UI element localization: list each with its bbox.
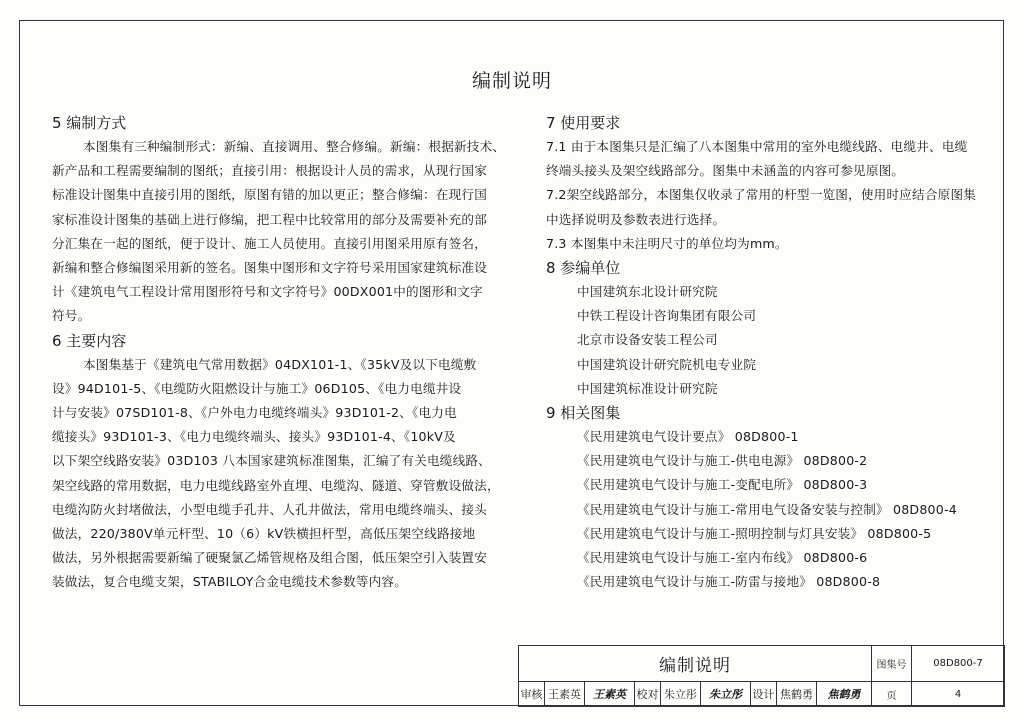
right-column [546, 111, 984, 594]
text-line: 家标准设计图集的基础上进行修编，把工程中比较常用的部分及需要补充的部 [52, 211, 487, 227]
reviewer-signature: 王素英 [585, 682, 635, 707]
title-block-title: 编制说明 [519, 646, 872, 682]
checker-signature: 朱立彤 [701, 682, 751, 707]
list-item: 中国建筑东北设计研究院 [577, 284, 718, 300]
section-7-heading: 7 使用要求 [546, 114, 621, 132]
designer-name: 焦鹤勇 [777, 682, 817, 707]
text-line: 设》94D101-5、《电缆防火阻燃设计与施工》06D105、《电力电缆井设 [52, 380, 462, 396]
list-item: 中铁工程设计咨询集团有限公司 [577, 308, 757, 324]
text-line: 7.1 由于本图集只是汇编了八本图集中常用的室外电缆线路、电缆井、电缆 [546, 139, 968, 154]
list-item: 《民用建筑电气设计与施工-供电电源》 08D800-2 [577, 453, 868, 469]
page-title: 编制说明 [471, 70, 552, 92]
text-line: 电缆沟防火封堵做法，小型电缆手孔井、人孔井做法，常用电缆终端头、接头 [52, 501, 487, 517]
section-8-heading: 8 参编单位 [546, 259, 621, 278]
text-line: 计与安装》07SD101-8、《户外电力电缆终端头》93D101-2、《电力电 [52, 405, 457, 421]
reviewer-name: 王素英 [545, 682, 585, 707]
text-line: 标准设计图集中直接引用的图纸，原图有错的加以更正；整合修编：在现行国 [52, 187, 487, 203]
page-number: 4 [912, 682, 1005, 707]
section-5-heading: 5 编制方式 [52, 114, 127, 132]
text-line: 新编和整合修编图采用新的签名。图集中图形和文字符号采用国家建筑标准设 [52, 260, 487, 276]
text-line: 新产品和工程需要编制的图纸；直接引用：根据设计人员的需求，从现行国家 [52, 163, 487, 179]
text-line: 做法，220/380V单元杆型、10（6）kV铁横担杆型，高低压架空线路接地 [52, 526, 476, 542]
text-line: 缆接头》93D101-3、《电力电缆终端头、接头》93D101-4、《10kV及 [52, 429, 456, 445]
list-item: 《民用建筑电气设计要点》 08D800-1 [577, 429, 799, 445]
text-line: 分汇集在一起的图纸，便于设计、施工人员使用。直接引用图采用原有签名， [52, 235, 487, 251]
section-9-heading: 9 相关图集 [546, 404, 621, 423]
text-line: 装做法，复合电缆支架，STABILOY合金电缆技术参数等内容。 [52, 574, 408, 590]
text-line: 中选择说明及参数表进行选择。 [546, 211, 726, 227]
list-item: 《民用建筑电气设计与施工-变配电所》 08D800-3 [577, 477, 868, 493]
section-6-heading: 6 主要内容 [52, 331, 127, 350]
list-item: 《民用建筑电气设计与施工-常用电气设备安装与控制》 08D800-4 [577, 501, 957, 517]
review-label: 审核 [519, 682, 545, 707]
text-line: 符号。 [52, 308, 91, 324]
text-line: 终端头接头及架空线路部分。图集中未涵盖的内容可参见原图。 [546, 163, 905, 179]
text-line: 架空线路的常用数据，电力电缆线路室外直埋、电缆沟、隧道、穿管敷设做法， [52, 477, 500, 493]
text-line: 本图集基于《建筑电气常用数据》04DX101-1、《35kV及以下电缆敷 [83, 356, 477, 372]
check-label: 校对 [635, 682, 661, 707]
list-item: 《民用建筑电气设计与施工-室内布线》 08D800-6 [577, 550, 868, 566]
atlas-number: 08D800-7 [912, 646, 1005, 682]
section-9-list [546, 425, 984, 594]
section-8-list [546, 280, 984, 401]
text-line: 7.2架空线路部分，本图集仅收录了常用的杆型一览图，使用时应结合原图集 [546, 187, 977, 203]
list-item: 中国建筑标准设计研究院 [577, 380, 718, 396]
left-column [52, 111, 506, 595]
list-item: 《民用建筑电气设计与施工-防雷与接地》 08D800-8 [577, 574, 881, 590]
text-line: 以下架空线路安装》03D103 八本国家建筑标准图集，汇编了有关电缆线路、 [52, 453, 491, 469]
list-item: 《民用建筑电气设计与施工-照明控制与灯具安装》 08D800-5 [577, 525, 932, 541]
page-label: 页 [872, 682, 912, 707]
section-5-body [52, 135, 506, 329]
section-7-body [546, 135, 984, 256]
designer-signature: 焦鹤勇 [817, 682, 872, 707]
design-label: 设计 [751, 682, 777, 707]
text-line: 7.3 本图集中未注明尺寸的单位均为mm。 [546, 235, 788, 251]
list-item: 北京市设备安装工程公司 [577, 332, 718, 348]
title-block [518, 645, 1004, 706]
checker-name: 朱立彤 [661, 682, 701, 707]
text-line: 做法，另外根据需要新编了硬聚氯乙烯管规格及组合图，低压架空引入装置安 [52, 550, 487, 566]
text-line: 计《建筑电气工程设计常用图形符号和文字符号》00DX001中的图形和文字 [52, 284, 483, 300]
list-item: 中国建筑设计研究院机电专业院 [577, 356, 757, 372]
text-line: 本图集有三种编制形式：新编、直接调用、整合修编。新编：根据新技术、 [83, 139, 506, 154]
section-6-body [52, 353, 500, 595]
atlas-label: 图集号 [872, 646, 912, 682]
